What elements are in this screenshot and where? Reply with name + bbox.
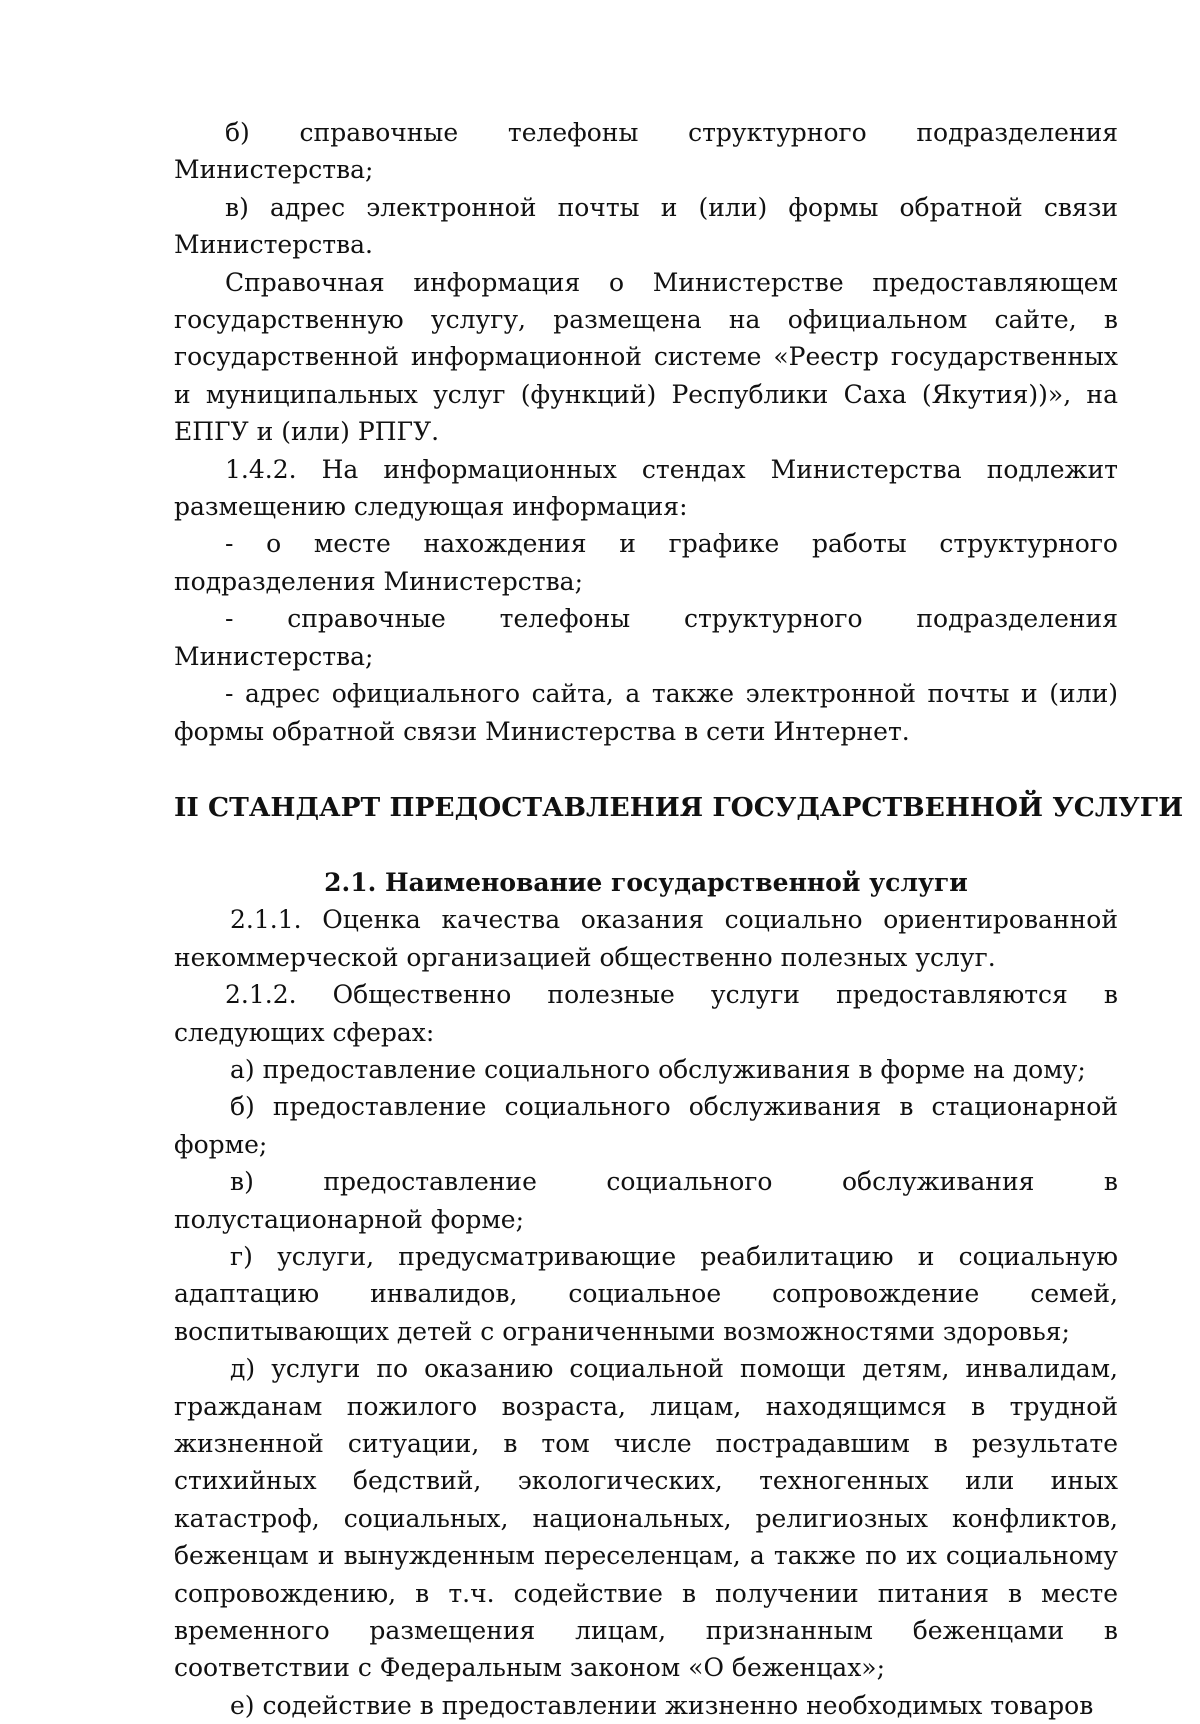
subsection-title: 2.1. Наименование государственной услуги bbox=[324, 867, 968, 897]
paragraph-website-address: - адрес официального сайта, а также электронной почты и (или) формы обратной связи Министерства в сети Интернет. bbox=[174, 679, 1118, 746]
paragraph-location-schedule: - о месте нахождения и графике работы структурного подразделения Министерства; bbox=[174, 529, 1118, 596]
section-title: II СТАНДАРТ ПРЕДОСТАВЛЕНИЯ ГОСУДАРСТВЕННОЙ УСЛУГИ bbox=[174, 791, 1184, 823]
list-item-v: в) предоставление социального обслуживания в полустационарной форме; bbox=[174, 1167, 1118, 1234]
paragraph-1-4-2: 1.4.2. На информационных стендах Министерства подлежит размещению следующая информация: bbox=[174, 454, 1118, 522]
paragraph-phones-list-item: - справочные телефоны структурного подразделения Министерства; bbox=[174, 604, 1118, 671]
list-item-a: а) предоставление социального обслуживания в форме на дому; bbox=[230, 1054, 1086, 1084]
list-item-e: е) содействие в предоставлении жизненно необходимых товаров bbox=[230, 1690, 1094, 1720]
paragraph-email-feedback: в) адрес электронной почты и (или) формы обратной связи Министерства. bbox=[174, 192, 1118, 260]
document-page bbox=[174, 114, 1184, 1724]
paragraph-2-1-1: 2.1.1. Оценка качества оказания социально ориентированной некоммерческой организацией общественно полезных услуг. bbox=[174, 905, 1118, 972]
list-item-d: д) услуги по оказанию социальной помощи детям, инвалидам, гражданам пожилого возраста, лицам, находящимся в трудной жизненной ситуации, в том числе пострадавшим в результате стихийных бедствий, экологических, техногенных или иных катастроф, социальных, национальных, религиозных конфликтов, беженцам и вынужденным переселенцам, а также по их социальному сопровождению, в т.ч. содействие в получении питания в месте временного размещения лицам, признанным беженцами в соответствии с Федеральным законом «О беженцах»; bbox=[174, 1354, 1118, 1683]
paragraph-reference-info: Справочная информация о Министерстве предоставляющем государственную услугу, размещена на официальном сайте, в государственной информационной системе «Реестр государственных и муниципальных услуг (функций) Республики Саха (Якутия))», на ЕПГУ и (или) РПГУ. bbox=[174, 267, 1118, 447]
list-item-g: г) услуги, предусматривающие реабилитацию и социальную адаптацию инвалидов, социальное сопровождение семей, воспитывающих детей с ограниченными возможностями здоровья; bbox=[174, 1241, 1118, 1346]
paragraph-helpline-phones: б) справочные телефоны структурного подразделения Министерства; bbox=[174, 118, 1118, 185]
list-item-b: б) предоставление социального обслуживания в стационарной форме; bbox=[174, 1092, 1118, 1159]
paragraph-2-1-2: 2.1.2. Общественно полезные услуги предоставляются в следующих сферах: bbox=[174, 980, 1118, 1047]
